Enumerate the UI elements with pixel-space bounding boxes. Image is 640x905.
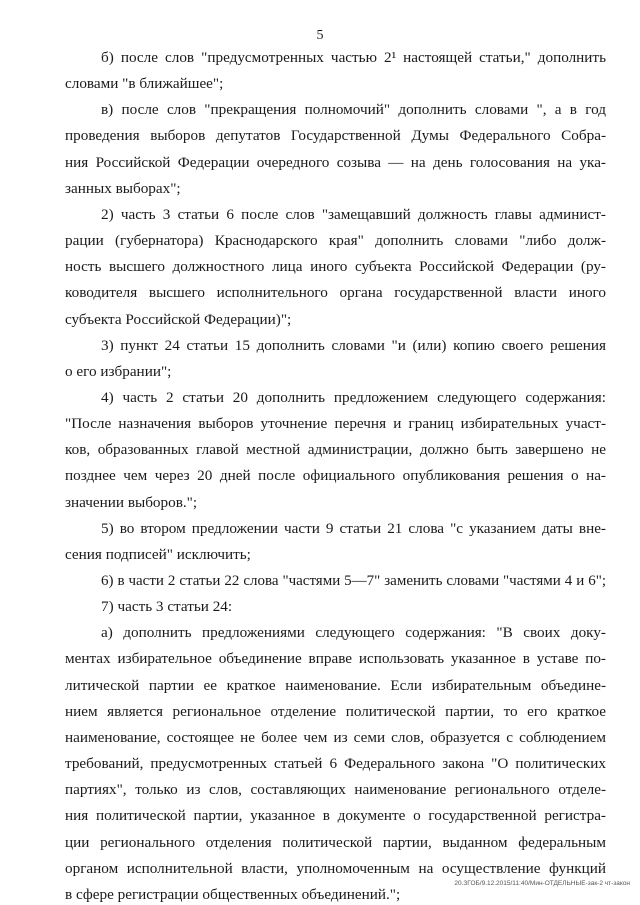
text-line: позднее чем через 20 дней после официального опубликования решения о на- xyxy=(65,467,606,485)
text-line: ния политической партии, указанное в документе о государственной регистра- xyxy=(65,807,606,825)
text-line: ции регионального отделения политической партии, выданном федеральным xyxy=(65,833,606,851)
text-line: литической партии ее краткое наименование. Если избирательным объедине- xyxy=(65,676,606,694)
text-line: ность высшего должностного лица иного субъекта Российской Федерации (ру- xyxy=(65,258,606,276)
text-line: а) дополнить предложениями следующего содержания: "В своих доку- xyxy=(101,624,606,642)
text-line: партиях", только из слов, составляющих наименование регионального отделе- xyxy=(65,781,606,799)
text-line: занных выборах"; xyxy=(65,179,181,197)
text-line: о его избрании"; xyxy=(65,362,172,380)
text-line: сения подписей" исключить; xyxy=(65,545,251,563)
text-line: 2) часть 3 статьи 6 после слов "замещавший должность главы админист- xyxy=(101,205,606,223)
text-line: б) после слов "предусмотренных частью 2¹ настоящей статьи," дополнить xyxy=(101,49,606,66)
text-line: в) после слов "прекращения полномочий" дополнить словами ", а в год xyxy=(101,101,606,119)
text-line: "После назначения выборов уточнение перечня и границ избирательных участ- xyxy=(65,415,606,433)
text-line: ков, образованных главой местной администрации, должно быть завершено не xyxy=(65,441,606,459)
text-line: 6) в части 2 статьи 22 слова "частями 5—7" заменить словами "частями 4 и 6"; xyxy=(101,573,606,589)
text-line: ния Российской Федерации очередного созыва — на день голосования на ука- xyxy=(65,153,606,171)
page-number: 5 xyxy=(316,28,324,43)
text-line: наименование, состоящее не более чем из семи слов, образуется с соблюдением xyxy=(65,728,606,746)
text-line: в сфере регистрации общественных объединений."; xyxy=(65,885,401,903)
text-line: 5) во втором предложении части 9 статьи 21 слова "с указанием даты вне- xyxy=(101,519,606,537)
text-line: субъекта Российской Федерации)"; xyxy=(65,310,292,328)
text-line: органом исполнительной власти, уполномоченным на осуществление функций xyxy=(65,859,606,877)
text-line: 3) пункт 24 статьи 15 дополнить словами "и (или) копию своего решения xyxy=(101,336,606,354)
text-line: проведения выборов депутатов Государственной Думы Федерального Собра- xyxy=(65,127,606,145)
text-line: словами "в ближайшее"; xyxy=(65,75,224,93)
text-line: требований, предусмотренных статьей 6 Федерального закона "О политических xyxy=(65,755,606,773)
text-line: ментах избирательное объединение вправе использовать указанное в уставе по- xyxy=(65,650,606,668)
text-line: нием является региональное отделение политической партии, то его краткое xyxy=(65,702,606,720)
text-line: значении выборов."; xyxy=(65,493,198,511)
text-line: 7) часть 3 статьи 24: xyxy=(101,598,233,616)
text-line: рации (губернатора) Краснодарского края" дополнить словами "либо долж- xyxy=(65,232,606,250)
text-line: ководителя высшего исполнительного органа государственной власти иного xyxy=(65,284,606,302)
text-line: 4) часть 2 статьи 20 дополнить предложением следующего содержания: xyxy=(101,388,606,406)
footer-stamp: 20.ЗГОБ/9.12.2015/11:40/Мин-ОТДЕЛЬНЫЕ-зак-2 чт-закон xyxy=(454,880,630,887)
